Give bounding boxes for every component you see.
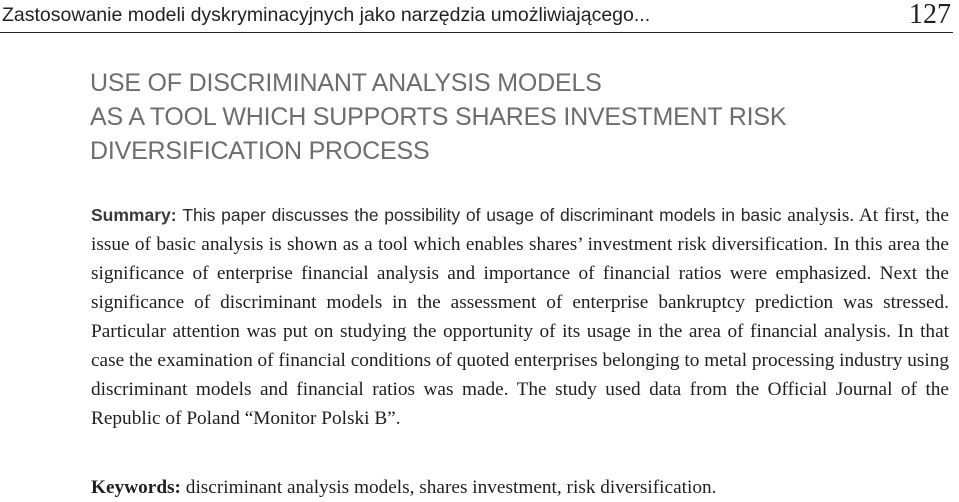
title-line-3: DIVERSIFICATION PROCESS (90, 137, 430, 165)
keywords-label: Keywords: (91, 477, 181, 498)
keywords-line (91, 475, 951, 501)
summary-body: analysis. At first, the issue of basic analysis is shown as a tool which enables shares’ investment risk diversification. In this area the significance of enterprise financial analysis and importance of financial ratios were emphasized. Next the significance of discriminant models in the assessment of enterprise bankruptcy prediction was stressed. Particular attention was put on studying the opportunity of its usage in the area of financial analysis. In that case the examination of financial conditions of quoted enterprises belonging to metal processing industry using discriminant models and financial ratios was made. The study used data from the Official Journal of the Republic of Poland “Monitor Polski B”. (91, 205, 949, 429)
summary-lead: This paper discusses the possibility of usage of discriminant models in basic (182, 205, 782, 225)
page-number: 127 (909, 0, 951, 30)
title-line-1: USE OF DISCRIMINANT ANALYSIS MODELS (90, 69, 602, 97)
summary-label: Summary: (91, 205, 177, 225)
running-title: Zastosowanie modeli dyskryminacyjnych jako narzędzia umożliwiającego... (2, 4, 651, 26)
title-line-2: AS A TOOL WHICH SUPPORTS SHARES INVESTMENT RISK (90, 103, 787, 131)
article-title (90, 66, 950, 168)
summary-paragraph (91, 201, 949, 433)
keywords-text: discriminant analysis models, shares investment, risk diversification. (185, 477, 717, 498)
running-header (0, 0, 953, 33)
